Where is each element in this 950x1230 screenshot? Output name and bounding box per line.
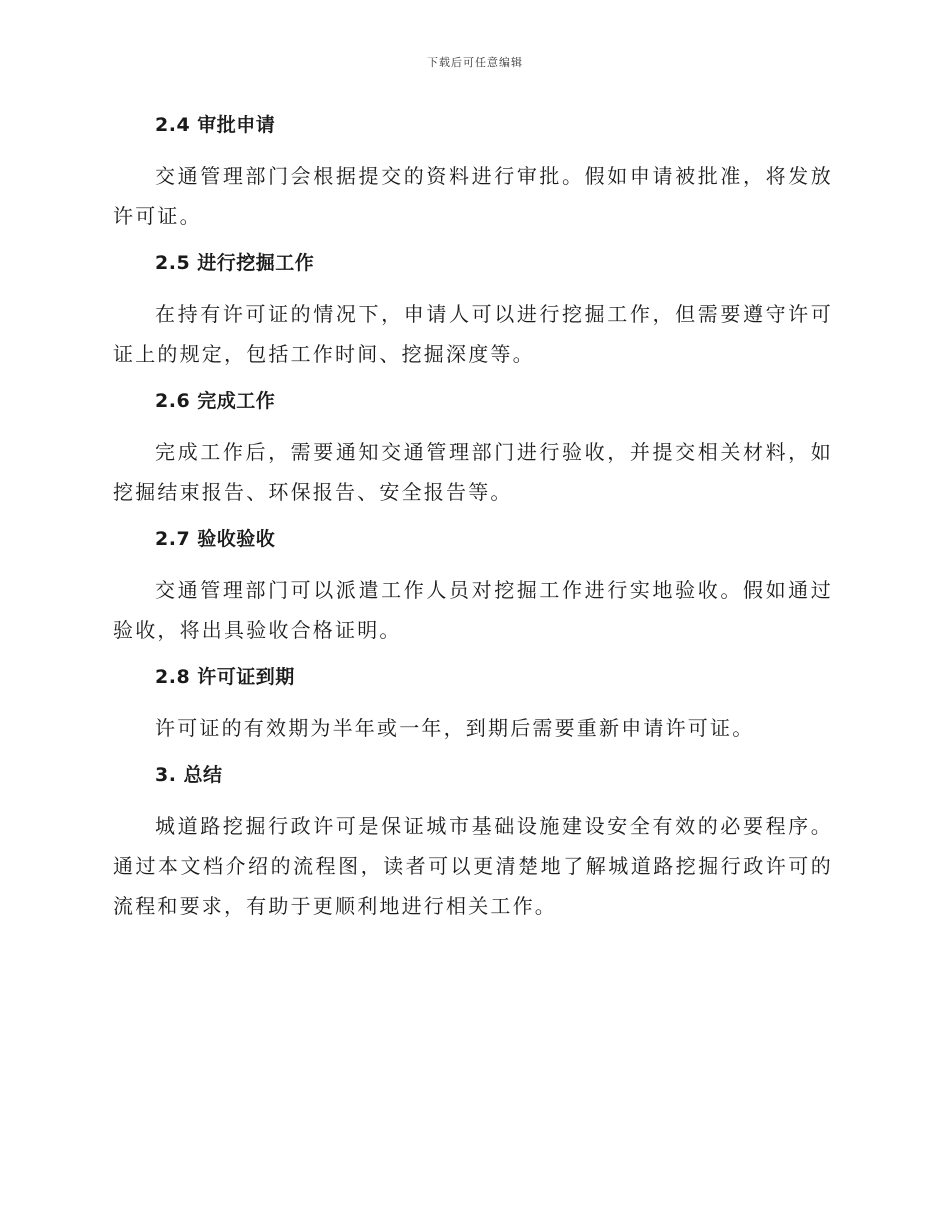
section-body-3: 城道路挖掘行政许可是保证城市基础设施建设安全有效的必要程序。通过本文档介绍的流程图，读者可以更清楚地了解城道路挖掘行政许可的流程和要求，有助于更顺利地进行相关工作。 (113, 814, 833, 918)
document-content (113, 110, 833, 938)
section-heading-2-6: 2.6 完成工作 (155, 390, 276, 412)
section-body-2-7: 交通管理部门可以派遣工作人员对挖掘工作进行实地验收。假如通过验收，将出具验收合格证明。 (113, 578, 833, 642)
section-heading-2-5: 2.5 进行挖掘工作 (155, 252, 315, 274)
section-heading-2-8: 2.8 许可证到期 (155, 666, 295, 688)
section-body-2-5: 在持有许可证的情况下，申请人可以进行挖掘工作，但需要遵守许可证上的规定，包括工作时间、挖掘深度等。 (113, 302, 833, 366)
section-heading-2-7: 2.7 验收验收 (155, 528, 276, 550)
header-note: 下载后可任意编辑 (427, 56, 523, 69)
section-heading-2-4: 2.4 审批申请 (155, 114, 276, 136)
section-heading-3: 3. 总结 (155, 764, 223, 786)
section-body-2-6: 完成工作后，需要通知交通管理部门进行验收，并提交相关材料，如挖掘结束报告、环保报告、安全报告等。 (113, 440, 833, 504)
section-body-2-8: 许可证的有效期为半年或一年，到期后需要重新申请许可证。 (155, 716, 755, 740)
section-body-2-4: 交通管理部门会根据提交的资料进行审批。假如申请被批准，将发放许可证。 (113, 164, 833, 228)
